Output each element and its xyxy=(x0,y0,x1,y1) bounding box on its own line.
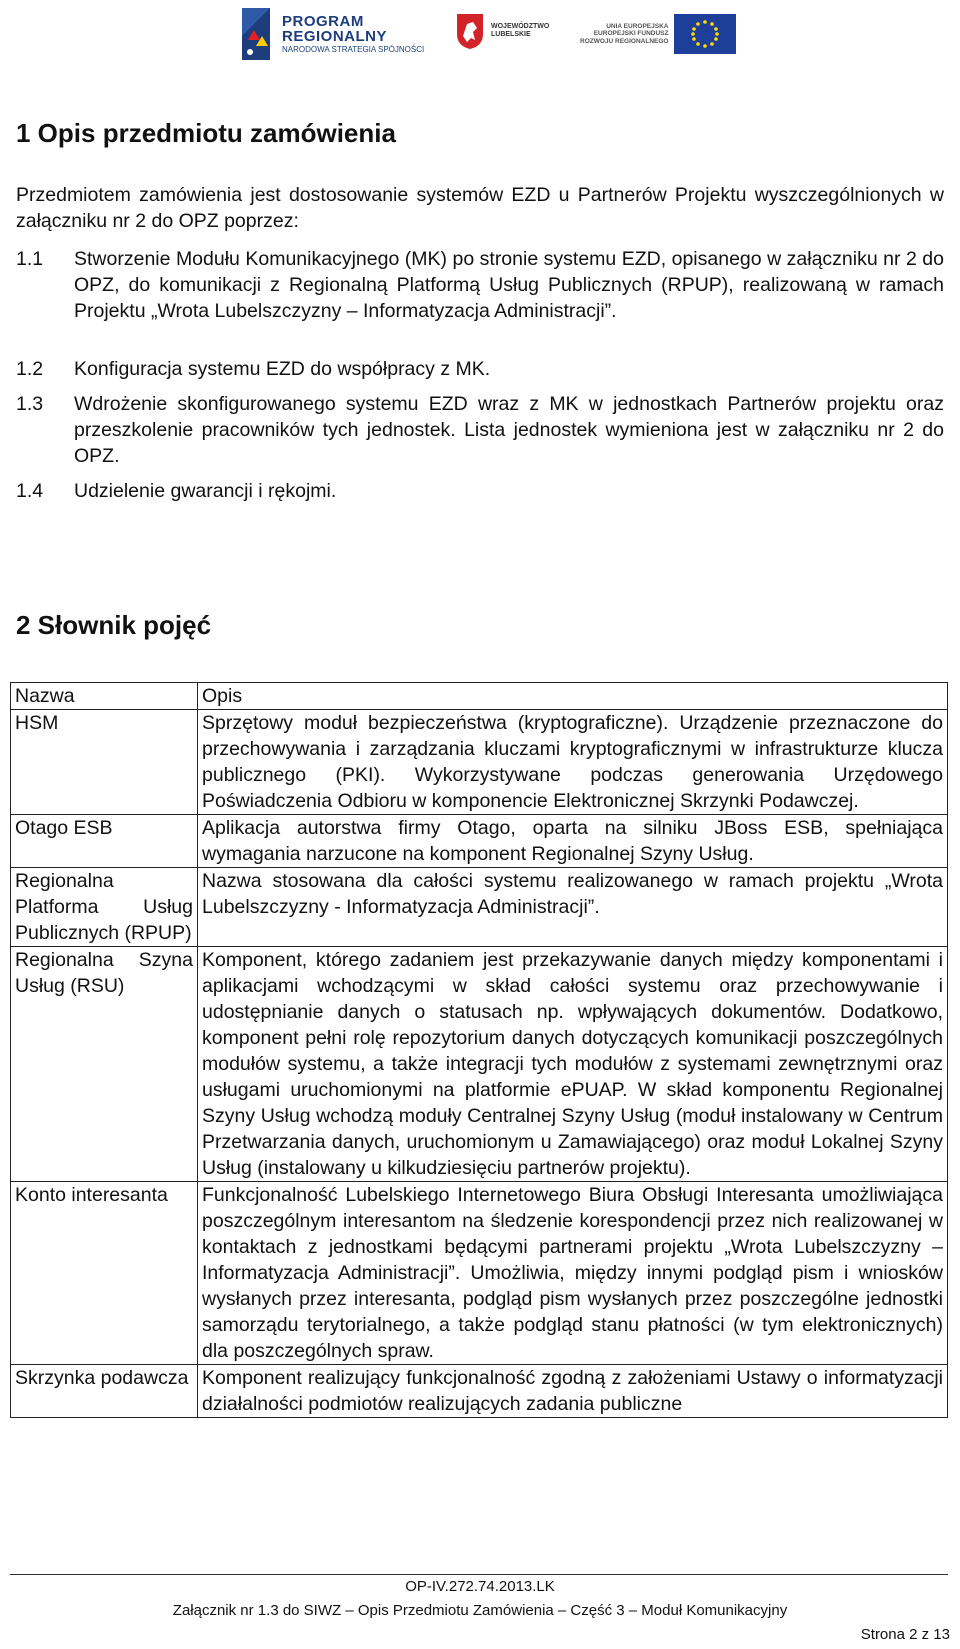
footer-title: Załącznik nr 1.3 do SIWZ – Opis Przedmiotu Zamówienia – Część 3 – Moduł Komunikacyjny xyxy=(172,1602,788,1619)
list-item-text: Konfiguracja systemu EZD do współpracy z MK. xyxy=(74,358,491,380)
term-name: Skrzynka podawcza xyxy=(11,1365,198,1418)
list-item-number: 1.4 xyxy=(16,480,44,502)
column-header-desc: Opis xyxy=(198,683,948,710)
footer-divider xyxy=(10,1574,948,1575)
coat-of-arms-icon xyxy=(455,12,485,50)
list-item xyxy=(16,391,944,469)
section-2-heading: 2 Słownik pojęć xyxy=(16,610,212,640)
term-name: HSM xyxy=(11,710,198,815)
list-item-number: 1.1 xyxy=(16,248,44,270)
table-row xyxy=(11,1365,948,1418)
table-row xyxy=(11,1182,948,1365)
list-item-text: Wdrożenie skonfigurowanego systemu EZD wraz z MK w jednostkach Partnerów projektu oraz przeszkolenie pracowników tych jednostek. Lista jednostek wymieniona jest w załączniku nr 2 do OPZ. xyxy=(74,393,944,467)
term-description: Komponent realizujący funkcjonalność zgodną z założeniami Ustawy o informatyzacji działalności podmiotów realizujących zadania publiczne xyxy=(198,1365,948,1418)
logo2-text-line1: WOJEWÓDZTWO xyxy=(491,23,550,31)
logo-text-line1: PROGRAM xyxy=(282,13,364,30)
eu-text-line1: UNIA EUROPEJSKA xyxy=(606,22,669,30)
page-header xyxy=(0,0,960,70)
list-item-number: 1.2 xyxy=(16,358,44,380)
logo-text-line3: NARODOWA STRATEGIA SPÓJNOŚCI xyxy=(282,45,425,54)
logo-text-line2: REGIONALNY xyxy=(282,28,388,45)
section-1-intro: Przedmiotem zamówienia jest dostosowanie systemów EZD u Partnerów Projektu wyszczególnionych w załączniku nr 2 do OPZ poprzez: xyxy=(16,184,944,232)
logo2-text-line2: LUBELSKIE xyxy=(491,31,531,38)
eu-flag-icon xyxy=(674,14,736,54)
term-description: Nazwa stosowana dla całości systemu realizowanego w ramach projektu „Wrota Lubelszczyzny - Informatyzacja Administracji”. xyxy=(198,868,948,947)
glossary-table xyxy=(10,682,948,1418)
list-item-number: 1.3 xyxy=(16,393,44,415)
eu-text-line3: ROZWOJU REGIONALNEGO xyxy=(580,37,669,45)
table-row xyxy=(11,710,948,815)
term-description: Sprzętowy moduł bezpieczeństwa (kryptograficzne). Urządzenie przeznaczone do przechowywania i zarządzania kluczami kryptograficznymi w infrastrukturze klucza publicznego (PKI). Wykorzystywane podczas generowania Urzędowego Poświadczenia Odbioru w komponencie Elektronicznej Skrzynki Podawczej. xyxy=(198,710,948,815)
wojewodztwo-lubelskie-logo xyxy=(455,12,549,50)
term-description: Komponent, którego zadaniem jest przekazywanie danych między komponentami i aplikacjami wchodzącymi w skład całości systemu oraz przechowywanie i udostępnianie danych o statusach np. wpływających dokumentów. Dodatkowo, komponent pełni rolę repozytorium danych dotyczących komunikacji poszczególnych modułów systemu, a także integracji tych modułów z systemami zewnętrznymi oraz usługami uruchomionymi na platformie ePUAP. W skład komponentu Regionalnej Szyny Usług wchodzą moduły Centralnej Szyny Usług (moduł instalowany w Centrum Przetwarzania danych, uruchomionym u Zamawiającego) oraz moduł Lokalnej Szyny Usług (instalowany u kilkudziesięciu partnerów projektu). xyxy=(198,947,948,1182)
term-name: Regionalna Platforma Usług Publicznych (RPUP) xyxy=(11,868,198,947)
term-description: Funkcjonalność Lubelskiego Internetowego Biura Obsługi Interesanta umożliwiająca poszczególnym interesantom na śledzenie korespondencji przez nich realizowanej w kontaktach z jednostkami będącymi partnerami projektu „Wrota Lubelszczyzny – Informatyzacja Administracji”. Umożliwia, między innymi podgląd pism i wniosków wysłanych przez interesanta, podgląd pism wysłanych przez poszczególne jednostki samorządu terytorialnego, a także podgląd stanu płatności (w tym elektronicznych) dla poszczególnych spraw. xyxy=(198,1182,948,1365)
program-regionalny-logo xyxy=(240,6,424,62)
term-description: Aplikacja autorstwa firmy Otago, oparta na silniku JBoss ESB, spełniająca wymagania narzucone na komponent Regionalnej Szyny Usług. xyxy=(198,815,948,868)
term-name: Regionalna Szyna Usług (RSU) xyxy=(11,947,198,1182)
table-row xyxy=(11,868,948,947)
list-item-text: Udzielenie gwarancji i rękojmi. xyxy=(74,480,337,502)
list-item xyxy=(16,478,944,504)
table-header-row xyxy=(11,683,948,710)
term-name: Konto interesanta xyxy=(11,1182,198,1365)
column-header-name: Nazwa xyxy=(11,683,198,710)
table-row xyxy=(11,815,948,868)
list-item-text: Stworzenie Modułu Komunikacyjnego (MK) po stronie systemu EZD, opisanego w załączniku nr 2 do OPZ, do komunikacji z Regionalną Platformą Usług Publicznych (RPUP), realizowaną w ramach Projektu „Wrota Lubelszczyzny – Informatyzacja Administracji”. xyxy=(74,248,944,322)
page-number: Strona 2 z 13 xyxy=(860,1626,950,1643)
list-item xyxy=(16,246,944,324)
term-name: Otago ESB xyxy=(11,815,198,868)
program-regionalny-emblem-icon xyxy=(240,6,274,62)
footer-reference: OP-IV.272.74.2013.LK xyxy=(405,1578,555,1595)
list-item xyxy=(16,356,944,382)
eu-logo xyxy=(580,14,736,54)
table-row xyxy=(11,947,948,1182)
eu-text-line2: EUROPEJSKI FUNDUSZ xyxy=(593,30,669,38)
section-1-heading: 1 Opis przedmiotu zamówienia xyxy=(16,118,396,148)
